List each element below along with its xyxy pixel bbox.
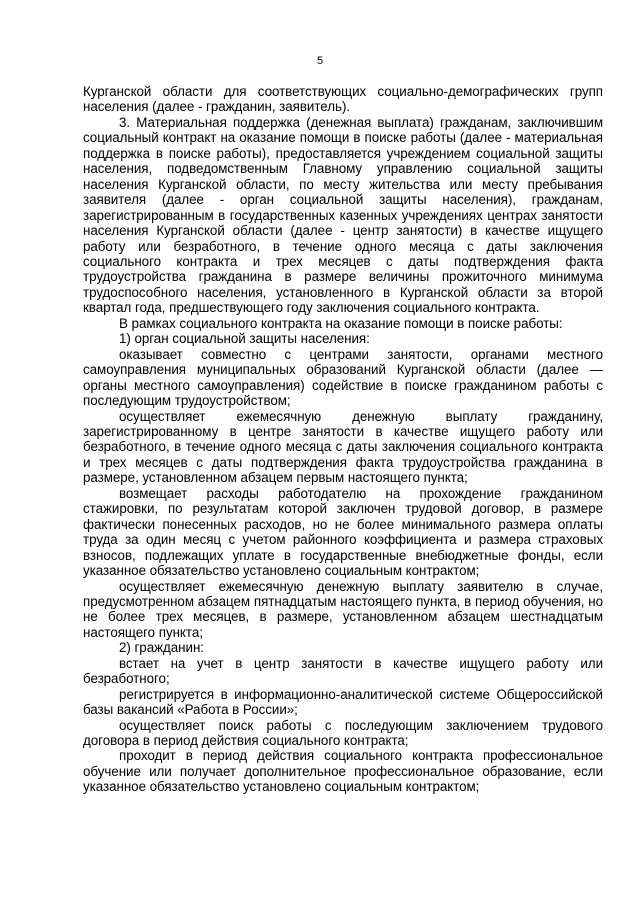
paragraph: 3. Материальная поддержка (денежная выплата) гражданам, заключившим социальный контракт на оказание помощи в поиске работы (далее - материальная поддержка в поиске работы), предоставляется учреждением социальной защиты населения, подведомственным Главному управлению социальной защиты населения Курганской области, по месту жительства или месту пребывания заявителя (далее - орган социальной защиты населения), гражданам, зарегистрированным в государственных казенных учреждениях центрах занятости населения Курганской области (далее - центр занятости) в качестве ищущего работу или безработного, в течение одного месяца с даты заключения социального контракта и трех месяцев с даты подтверждения факта трудоустройства гражданина в размере величины прожиточного минимума трудоспособного населения, установленного в Курганской области за второй квартал года, предшествующего году заключения социального контракта. [83, 114, 603, 316]
paragraph: встает на учет в центр занятости в качестве ищущего работу или безработного; [83, 655, 603, 687]
paragraph: оказывает совместно с центрами занятости, органами местного самоуправления муниципальных образований Курганской области (далее — органы местного самоуправления) содействие в поиске гражданином работы с последующим трудоустройством; [83, 346, 603, 409]
paragraph: Курганской области для соответствующих социально-демографических групп населения (далее - гражданин, заявитель). [83, 84, 603, 115]
paragraph: 2) гражданин: [119, 640, 204, 656]
paragraph: проходит в период действия социального контракта профессиональное обучение или получает дополнительное профессиональное образование, если указанное обязательство установлено социальным контрактом; [83, 748, 603, 795]
paragraph: 1) орган социальной защиты населения: [119, 331, 370, 347]
paragraph: осуществляет ежемесячную денежную выплату заявителю в случае, предусмотренном абзацем пятнадцатым настоящего пункта, в период обучения, но не более трех месяцев, в размере, установленном абзацем шестнадцатым настоящего пункта; [83, 578, 603, 640]
paragraph: регистрируется в информационно-аналитической системе Общероссийской базы вакансий «Работа в России»; [83, 686, 603, 718]
paragraph: возмещает расходы работодателю на прохождение гражданином стажировки, по результатам которой заключен трудовой договор, в размере фактически понесенных расходов, но не более минимального размера оплаты труда за один месяц с учетом районного коэффициента и размера страховых взносов, подлежащих уплате в государственные внебюджетные фонды, если указанное обязательство установлено социальным контрактом; [83, 485, 603, 579]
page-number: 5 [316, 55, 324, 67]
paragraph: осуществляет ежемесячную денежную выплату гражданину, зарегистрированному в центре занятости в качестве ищущего работу или безработного, в течение одного месяца с даты заключения социального контракта и трех месяцев с даты подтверждения факта трудоустройства гражданина в размере, установленном абзацем первым настоящего пункта; [83, 408, 603, 486]
document-body [83, 84, 603, 795]
paragraph: осуществляет поиск работы с последующим заключением трудового договора в период действия социального контракта; [83, 717, 603, 749]
paragraph: В рамках социального контракта на оказание помощи в поиске работы: [119, 315, 563, 331]
